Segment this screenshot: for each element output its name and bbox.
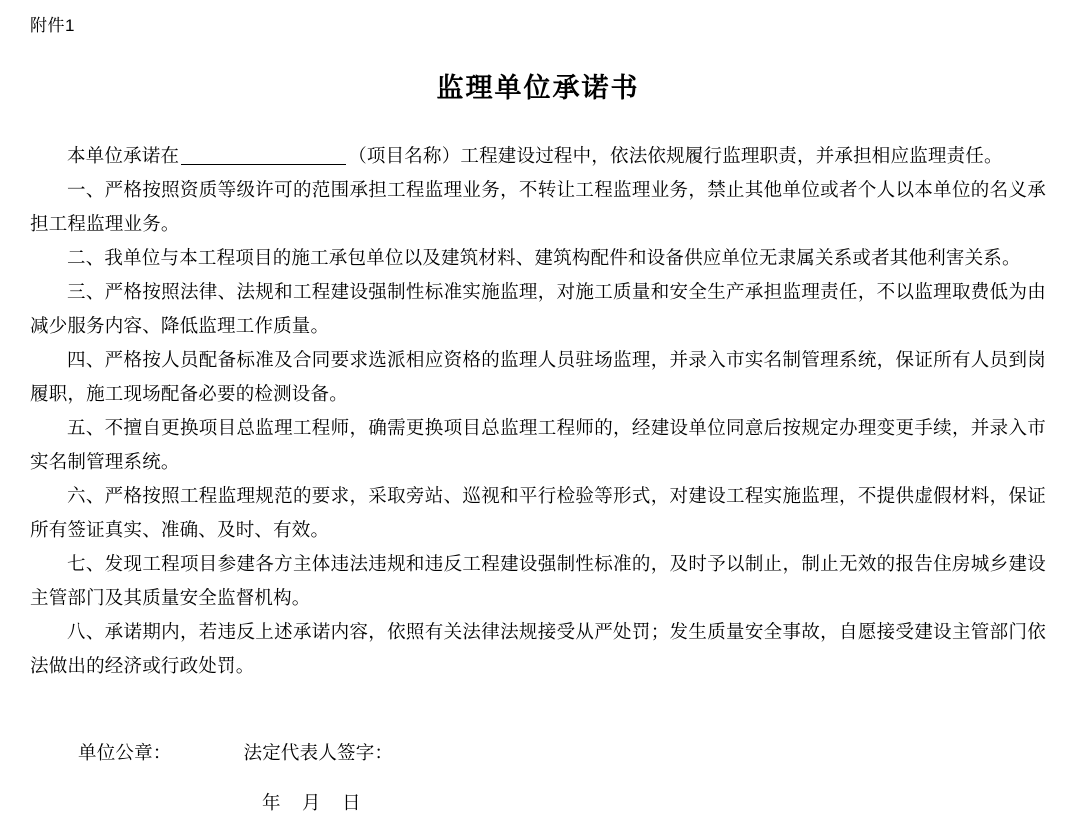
date-label: 年 月 日 (262, 792, 361, 813)
project-name-blank[interactable] (181, 164, 346, 165)
intro-paragraph (30, 139, 1046, 173)
legal-representative-label: 法定代表人签字： (243, 742, 394, 763)
clause-5: 五、不擅自更换项目总监理工程师，确需更换项目总监理工程师的，经建设单位同意后按规定办理变更手续，并录入市实名制管理系统。 (30, 417, 1046, 472)
signature-row (30, 735, 1046, 771)
clause-8: 八、承诺期内，若违反上述承诺内容，依照有关法律法规接受从严处罚；发生质量安全事故，自愿接受建设主管部门依法做出的经济或行政处罚。 (30, 621, 1046, 676)
clause-1: 一、严格按照资质等级许可的范围承担工程监理业务，不转让工程监理业务，禁止其他单位或者个人以本单位的名义承担工程监理业务。 (30, 179, 1046, 234)
document-body (30, 139, 1046, 683)
clause-7: 七、发现工程项目参建各方主体违法违规和违反工程建设强制性标准的，及时予以制止，制止无效的报告住房城乡建设主管部门及其质量安全监督机构。 (30, 553, 1046, 608)
company-seal-label: 单位公章： (78, 742, 172, 763)
clause-3: 三、严格按照法律、法规和工程建设强制性标准实施监理，对施工质量和安全生产承担监理责任，不以监理取费低为由减少服务内容、降低监理工作质量。 (30, 281, 1046, 336)
signature-area (30, 735, 1046, 821)
page-title: 监理单位承诺书 (436, 73, 640, 103)
intro-after-blank: （项目名称）工程建设过程中，依法依规履行监理职责，并承担相应监理责任。 (348, 145, 1003, 166)
clause-2: 二、我单位与本工程项目的施工承包单位以及建筑材料、建筑构配件和设备供应单位无隶属关系或者其他利害关系。 (67, 247, 1021, 268)
clause-4: 四、严格按人员配备标准及合同要求选派相应资格的监理人员驻场监理，并录入市实名制管理系统，保证所有人员到岗履职，施工现场配备必要的检测设备。 (30, 349, 1046, 404)
intro-before-blank: 本单位承诺在 (67, 145, 180, 166)
clause-6: 六、严格按照工程监理规范的要求，采取旁站、巡视和平行检验等形式，对建设工程实施监理，不提供虚假材料，保证所有签证真实、准确、及时、有效。 (30, 485, 1046, 540)
attachment-label: 附件1 (30, 16, 75, 35)
